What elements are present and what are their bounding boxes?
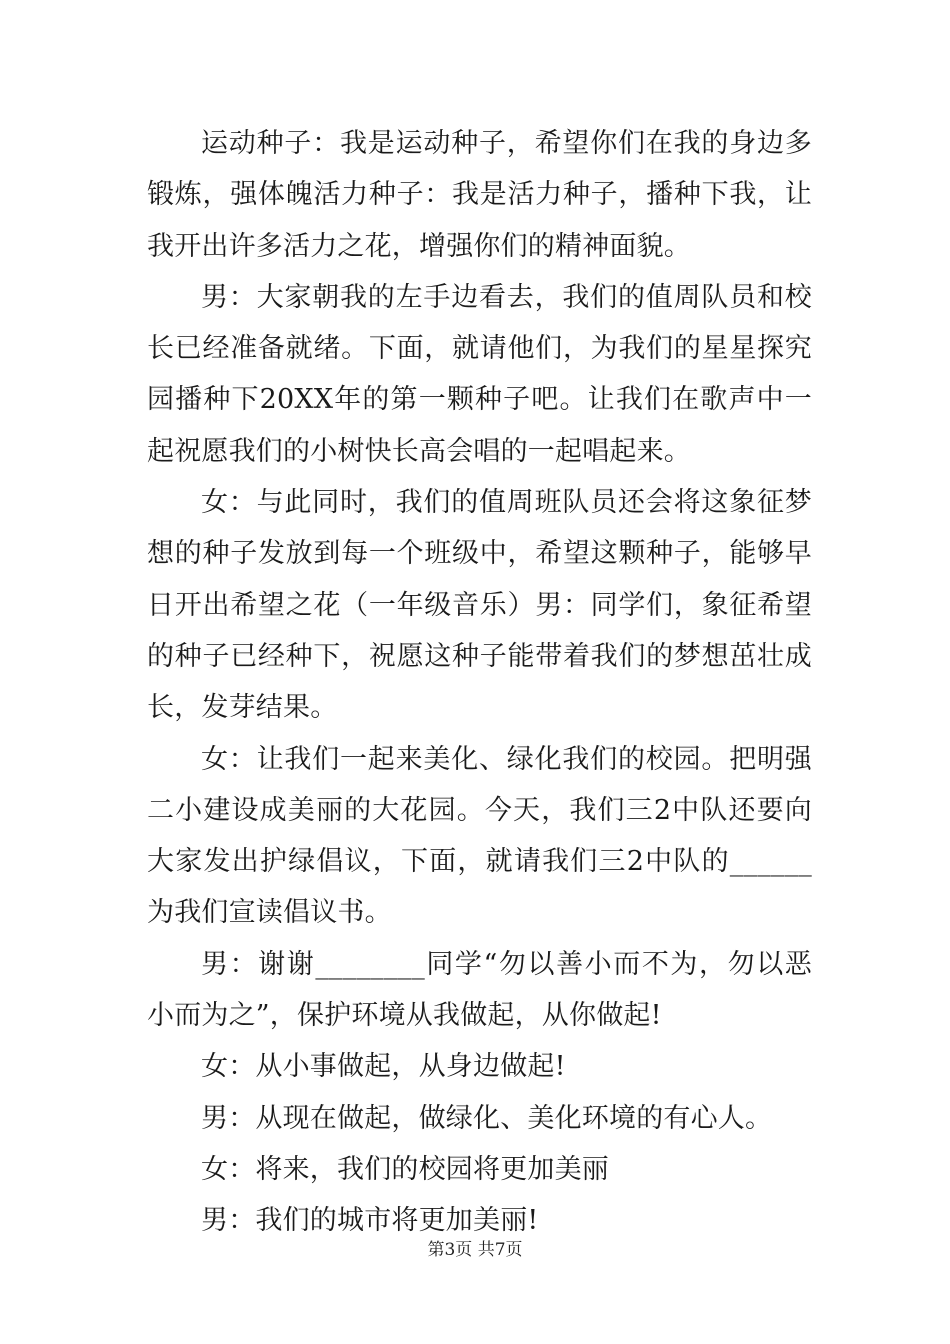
paragraph-female-small-things: 女：从小事做起，从身边做起!	[201, 1051, 566, 1083]
paragraph-male-planting: 男：大家朝我的左手边看去，我们的值周队员和校长已经准备就绪。下面，就请他们，为我们的星星探究园播种下20XX年的第一颗种子吧。让我们在歌声中一起祝愿我们的小树快长高会唱的一起唱起来。	[147, 281, 812, 467]
paragraph-female-future: 女：将来，我们的校园将更加美丽	[201, 1153, 609, 1185]
paragraph-seed-intro: 运动种子：我是运动种子，希望你们在我的身边多锻炼，强体魄活力种子：我是活力种子，播种下我，让我开出许多活力之花，增强你们的精神面貌。	[147, 128, 812, 262]
paragraph-male-now: 男：从现在做起，做绿化、美化环境的有心人。	[201, 1102, 773, 1134]
paragraph-female-seeds: 女：与此同时，我们的值周班队员还会将这象征梦想的种子发放到每一个班级中，希望这颗种子，能够早日开出希望之花（一年级音乐）男：同学们，象征希望的种子已经种下，祝愿这种子能带着我们的梦想茁壮成长，发芽结果。	[147, 487, 812, 724]
document-body	[147, 118, 812, 1247]
paragraph-female-campus: 女：让我们一起来美化、绿化我们的校园。把明强二小建设成美丽的大花园。今天，我们三2中队还要向大家发出护绿倡议，下面，就请我们三2中队的______为我们宣读倡议书。	[147, 743, 812, 929]
paragraph-male-thanks: 男：谢谢________同学“勿以善小而不为，勿以恶小而为之”，保护环境从我做起，从你做起!	[147, 948, 812, 1032]
page-number-footer: 第3页 共7页	[427, 1240, 523, 1260]
paragraph-male-city: 男：我们的城市将更加美丽!	[201, 1205, 539, 1237]
